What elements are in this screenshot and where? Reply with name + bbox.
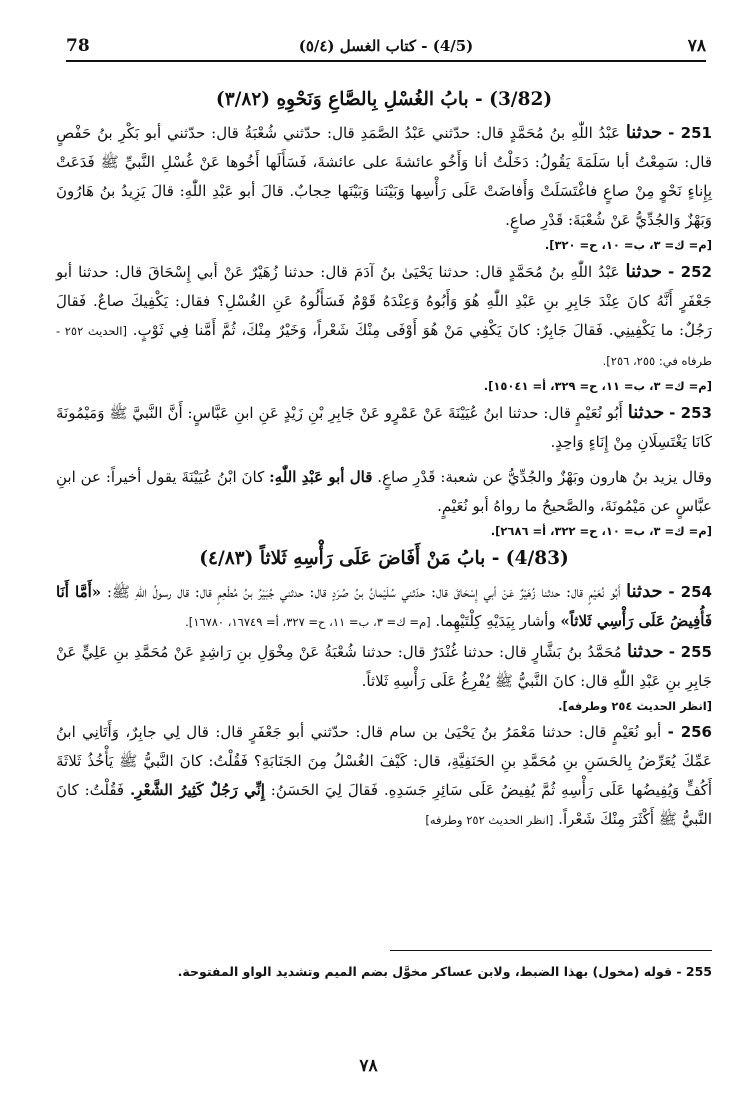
chapter-title: (4/83) - بابُ مَنْ أَفَاضَ عَلَى رَأْسِهِ ثَلاثاً (٤/٨٣) [199,548,569,569]
running-title: (4/5) - كتاب الغسل (٥/٤) [298,37,474,55]
hadith-quote: إِنِّي رَجُلٌ كَثِيرُ الشَّعْرِ. [129,781,265,799]
related-hadiths-note: [الحديث ٢٥٢ - طرفاه في: ٢٥٥، ٢٥٦]. [56,324,712,368]
page-number-footer: ٧٨ [359,1056,378,1076]
hadith-255 [56,637,712,696]
commentary-text: وقال يزيد بنُ هارون وبَهْزٌ والجُدِّيُّ عن شعبة: قَدْرِ صاعٍ. [377,468,713,486]
hadith-text: أبو نُعَيْمٍ قال: حدثنا مَعْمَرُ بنُ يَحْيَىٰ بن سام قال: حدّثني أبو جَعْفَرٍ قال: قال لِي جابِرٌ، وَأَتَانِي ابنُ عَمِّكَ يُعَرِّضُ بِالحَسَنِ بنِ مُحَمَّدِ بنِ الحَنَفِيَّةِ، قال: كَيْفَ الغُسْلُ مِنَ الجَنَابَةِ؟ فَقُلْتُ: كانَ النَّبيُّ ﷺ يَأْخُذُ ثَلاثَةَ أَكُفٍّ وَيُفِيضُها عَلَى رَأْسِهِ ثُمَّ يُفِيضُ عَلَى سَائِرِ جَسَدِهِ. فَقالَ لِيَ الحَسَنُ: [56,723,712,799]
cross-reference: [انظر الحديث ٢٥٤ وطرفه]. [558,699,712,713]
commentary-author: قال أبو عَبْدِ اللّٰهِ: [269,468,373,486]
related-hadiths-note: [انظر الحديث ٢٥٢ وطرفه] [425,813,554,827]
hadith-number: 252 - [668,263,712,281]
hadith-254 [56,577,712,637]
page-header [66,34,706,62]
page-body [56,82,712,835]
cross-reference: [م= ك= ٣، ب= ١١، ح= ٣٢٧، أ= ١٦٧٤٩، ١٦٧٨٠]. [185,615,431,629]
hadith-253 [56,398,712,457]
hadith-256 [56,718,712,835]
footnote: 255 - قوله (مخول) بهذا الضبط، ولابن عساكر مخوَّل بضم الميم وتشديد الواو المفتوحة. [177,964,712,979]
hadith-text: مُحَمَّدُ بنُ بَشَّارٍ قال: حدثنا غُنْدَرٌ قال: حدثنا شُعْبَةُ عَنْ مِخْوَلِ بنِ رَاشِدٍ عَنْ مُحَمَّدِ بنِ عَلِيٍّ عَنْ جَابِرِ بنِ عَبْدِ اللّٰهِ قال: كانَ النَّبيُّ ﷺ يُفْرِغُ عَلَى رَأْسِهِ ثَلاثاً. [56,643,712,690]
hadith-251 [56,118,712,235]
chapter-title: (3/82) - بابُ الغُسْلِ بِالصَّاعِ وَنَحْوِهِ (٣/٨٢) [215,89,553,110]
haddatha-word: حدثنا [627,402,665,423]
commentary-text: كانَ ابْنُ عُيَيْنَةَ يقول أخيراً: عن ابنِ عبَّاسٍ عن مَيْمُونَةَ، والصَّحيحُ ما رواهُ أبو نُعَيْمٍ. [56,468,712,515]
cross-reference: [م= ك= ٣، ب= ١٠، ح= ٣٢٢، أ= ٢٦٨٦]. [490,524,712,538]
hadith-text: أَبُو نُعَيْمٍ قال: حدثنا ابنُ عُيَيْنَةَ عَنْ عَمْرٍو عَنْ جَابِرِ بْنِ زَيْدٍ عَنِ ابنِ عَبَّاسٍ: أَنَّ النَّبيَّ ﷺ وَمَيْمُونَةَ كَانَا يَغْتَسِلَانِ مِنْ إِنَاءٍ وَاحِدٍ. [56,404,712,451]
hadith-text: عَبْدُ اللّٰهِ بنُ مُحَمَّدٍ قال: حدثنا يَحْيَىٰ بنُ آدَمَ قال: حدثنا زُهَيْرٌ عَنْ أبي إِسْحَاقَ قال: حدثنا أبو جَعْفَرٍ أَنَّهُ كانَ عِنْدَ جَابِرِ بنِ عَبْدِ اللّٰهِ هُوَ وَأَبُوهُ وَعِنْدَهُ قَوْمٌ فَسَأَلُوهُ عَنِ الغُسْلِ؟ فقال: يَكْفِيكَ صاعٌ. فَقالَ رَجُلٌ: ما يَكْفِينِي. فَقالَ جَابِرٌ: كانَ يَكْفِي مَنْ هُوَ أَوْفَى مِنْكَ شَعْراً، وَخَيْرٌ مِنْكَ، ثُمَّ أَمَّنا فِي ثَوْبٍ. [56,263,712,339]
haddatha-word: حدثنا [626,581,663,602]
hadith-number: 256 - [667,723,712,741]
hadith-text: وأشار بِيَدَيْهِ كِلْتَيْهِما. [435,612,556,630]
hadith-252 [56,257,712,376]
haddatha-word: حدثنا [625,261,663,282]
hadith-number: 255 - [668,643,712,661]
page-number-arabic: ٧٨ [687,36,706,56]
haddatha-word: حدثنا [625,122,663,143]
cross-reference: [م= ك= ٣، ب= ١١، ح= ٣٢٩، أ= ١٥٠٤١]. [483,379,712,393]
haddatha-word: حدثنا [626,641,664,662]
cross-reference: [م= ك= ٣، ب= ١٠، ح= ٣٢٠]. [544,238,712,252]
hadith-number: 254 - [668,583,712,601]
prophetic-quote: «أَمَّا أَنَا فَأُفِيضُ عَلَى رَأْسِي ثَلاثاً» [56,583,712,630]
hadith-number: 251 - [668,124,712,142]
page-number-latin: 78 [66,36,90,56]
hadith-text: فَقُلْتُ: كانَ النَّبيُّ ﷺ أَكْثَرَ مِنْكَ شَعْراً. [56,781,712,828]
hadith-text: أَبُو نُعَيْمٍ قال: حدثنا زُهَيْرٌ عَنْ أبي إِسْحَاقَ قال: حدّثني سُلَيْمانُ بنُ صُرَدٍ قال: حدثني جُبَيْرُ بنُ مُطْعِمٍ قال: قال رسولُ اللّٰهِ ﷺ: [106,583,621,601]
hadith-text: عَبْدُ اللّٰهِ بنُ مُحَمَّدٍ قال: حدّثني عَبْدُ الصَّمَدِ قال: حدّثني شُعْبَةُ قال: حدّثني أبو بَكْرِ بنُ حَفْصٍ قال: سَمِعْتُ أبا سَلَمَةَ يَقُولُ: دَخَلْتُ أنا وَأَخُو عائشةَ على عائشةَ، فَسَأَلَها أَخُوها عَنْ غُسْلِ النَّبيِّ ﷺ فَدَعَتْ بِإِناءٍ نَحْوٍ مِنْ صاعٍ فاغْتَسَلَتْ وَأَفاضَتْ عَلَى رَأْسِها وَبَيْنَنا وَبَيْنَها حِجابٌ. قالَ أبو عَبْدِ اللّٰهِ: قالَ يَزِيدُ بنُ هَارُونَ وَبَهْزٌ وَالجُدِّيُّ عَنْ شُعْبَةَ: قَدْرِ صاعٍ. [56,124,712,229]
commentary-paragraph [56,463,712,521]
hadith-number: 253 - [669,404,712,422]
footnote-divider [390,950,712,951]
